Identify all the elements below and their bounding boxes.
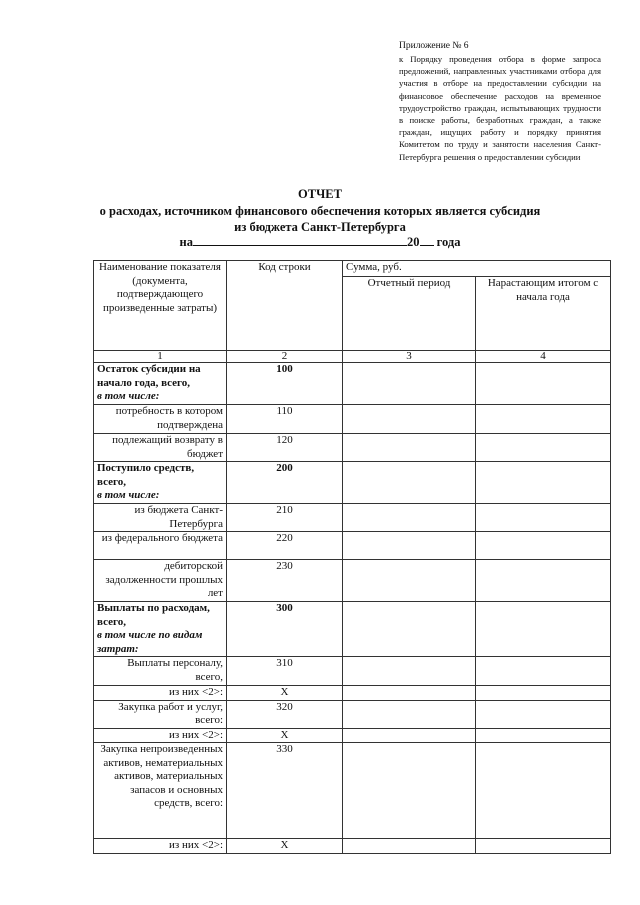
report-title: ОТЧЕТ	[298, 187, 342, 201]
table-row	[94, 462, 611, 504]
header-name: Наименование показателя (документа, подтверждающего произведенные затраты)	[94, 261, 227, 351]
report-subtitle-2: из бюджета Санкт-Петербурга	[234, 220, 406, 234]
row-code: X	[227, 728, 343, 743]
cell-cumulative[interactable]	[476, 504, 611, 532]
date-prefix: на	[179, 235, 193, 249]
column-number: 2	[227, 351, 343, 363]
row-label: из них <2>:	[94, 839, 227, 854]
row-note: в том числе:	[97, 390, 160, 402]
table-row	[94, 363, 611, 405]
cell-period[interactable]	[343, 405, 476, 434]
table-row	[94, 686, 611, 701]
row-code: 330	[227, 743, 343, 839]
row-label: из них <2>:	[94, 686, 227, 701]
row-code: 120	[227, 434, 343, 462]
year-blank-field[interactable]	[420, 234, 434, 246]
table-row	[94, 434, 611, 462]
appendix-text: к Порядку проведения отбора в форме запроса предложений, направленных участниками отбора для участия в отборе на предоставлении субсидии на финансовое обеспечение расходов на временное трудоустройство граждан, испытывающих трудности в поиске работы, безработных граждан, а также граждан, ищущих работу и порядку принятия Комитетом по труду и занятости населения Санкт-Петербурга решения о предоставлении субсидии	[399, 54, 601, 162]
cell-cumulative[interactable]	[476, 839, 611, 854]
report-date-line	[0, 234, 640, 250]
cell-period[interactable]	[343, 504, 476, 532]
row-label: подлежащий возврату в бюджет	[94, 434, 227, 462]
table-row	[94, 743, 611, 839]
row-code: 320	[227, 700, 343, 728]
row-code: 300	[227, 602, 343, 657]
report-subtitle: о расходах, источником финансового обеспечения которых является субсидия	[99, 204, 541, 218]
cell-period[interactable]	[343, 839, 476, 854]
table-row	[94, 657, 611, 686]
report-table	[93, 260, 611, 854]
cell-cumulative[interactable]	[476, 434, 611, 462]
table-row	[94, 839, 611, 854]
column-number: 4	[476, 351, 611, 363]
row-label: из федерального бюджета	[94, 532, 227, 560]
row-code: X	[227, 686, 343, 701]
cell-period[interactable]	[343, 743, 476, 839]
cell-cumulative[interactable]	[476, 405, 611, 434]
row-label: из них <2>:	[94, 728, 227, 743]
row-label: Закупка непроизведенных активов, нематериальных активов, материальных запасов и основных средств, всего:	[94, 743, 227, 839]
row-label: потребность в котором подтверждена	[94, 405, 227, 434]
row-code: 100	[227, 363, 343, 405]
table-row	[94, 560, 611, 602]
cell-period[interactable]	[343, 657, 476, 686]
table-row	[94, 602, 611, 657]
header-period: Отчетный период	[343, 277, 476, 351]
appendix-note	[399, 40, 601, 163]
row-code: 200	[227, 462, 343, 504]
row-label: Выплаты персоналу, всего,	[94, 657, 227, 686]
row-note: в том числе по видам затрат:	[97, 629, 203, 655]
row-label	[94, 363, 227, 405]
cell-cumulative[interactable]	[476, 602, 611, 657]
row-code: 310	[227, 657, 343, 686]
cell-period[interactable]	[343, 728, 476, 743]
row-code: X	[227, 839, 343, 854]
cell-period[interactable]	[343, 532, 476, 560]
row-note: в том числе:	[97, 489, 160, 501]
column-number: 1	[94, 351, 227, 363]
column-number: 3	[343, 351, 476, 363]
date-blank-field[interactable]	[193, 234, 407, 246]
cell-period[interactable]	[343, 434, 476, 462]
row-label	[94, 462, 227, 504]
table-row	[94, 405, 611, 434]
header-cumulative: Нарастающим итогом с начала года	[476, 277, 611, 351]
cell-cumulative[interactable]	[476, 363, 611, 405]
cell-period[interactable]	[343, 363, 476, 405]
row-label: дебиторской задолженности прошлых лет	[94, 560, 227, 602]
appendix-heading: Приложение № 6	[399, 41, 469, 51]
cell-cumulative[interactable]	[476, 532, 611, 560]
cell-period[interactable]	[343, 686, 476, 701]
cell-cumulative[interactable]	[476, 686, 611, 701]
cell-period[interactable]	[343, 560, 476, 602]
cell-cumulative[interactable]	[476, 462, 611, 504]
table-row	[94, 532, 611, 560]
table-row	[94, 728, 611, 743]
row-label-text: Остаток субсидии на начало года, всего,	[97, 363, 201, 389]
date-suffix: года	[436, 235, 461, 249]
row-code: 220	[227, 532, 343, 560]
row-code: 210	[227, 504, 343, 532]
date-year-prefix: 20	[407, 235, 420, 249]
column-numbers-row	[94, 351, 611, 363]
header-code: Код строки	[227, 261, 343, 351]
cell-cumulative[interactable]	[476, 560, 611, 602]
cell-cumulative[interactable]	[476, 743, 611, 839]
header-sum: Сумма, руб.	[343, 261, 611, 277]
row-label: Закупка работ и услуг, всего:	[94, 700, 227, 728]
header-row	[94, 261, 611, 277]
row-code: 110	[227, 405, 343, 434]
cell-cumulative[interactable]	[476, 700, 611, 728]
cell-cumulative[interactable]	[476, 657, 611, 686]
cell-period[interactable]	[343, 462, 476, 504]
row-label-text: Выплаты по расходам, всего,	[97, 602, 210, 628]
row-code: 230	[227, 560, 343, 602]
cell-period[interactable]	[343, 602, 476, 657]
table-row	[94, 700, 611, 728]
table-row	[94, 504, 611, 532]
row-label-text: Поступило средств, всего,	[97, 462, 195, 488]
row-label: из бюджета Санкт-Петербурга	[94, 504, 227, 532]
row-label	[94, 602, 227, 657]
cell-cumulative[interactable]	[476, 728, 611, 743]
cell-period[interactable]	[343, 700, 476, 728]
